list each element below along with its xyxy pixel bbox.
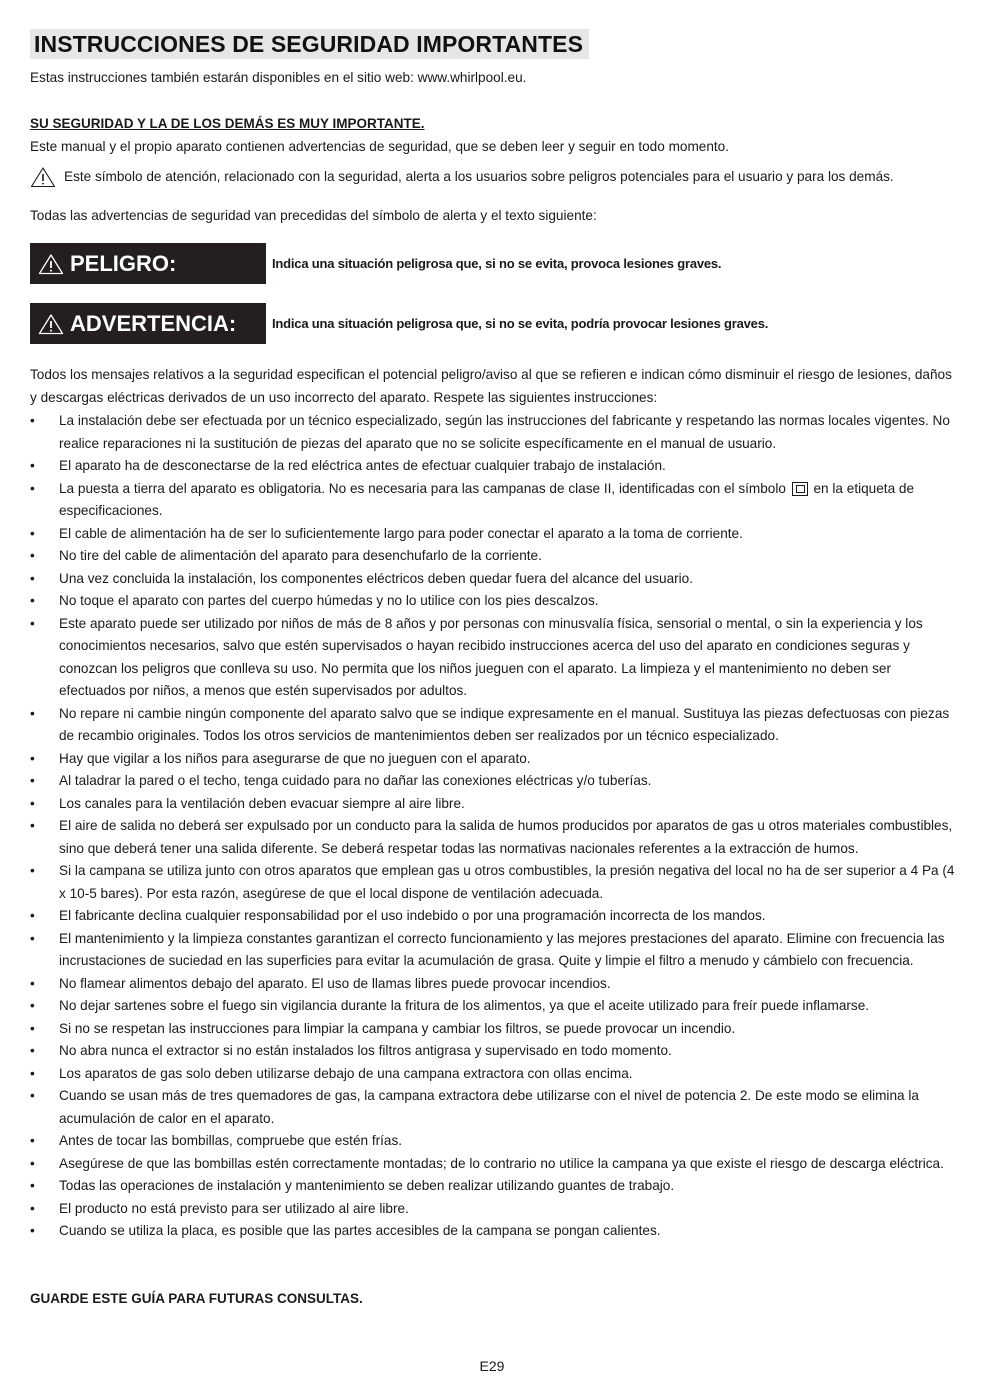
- keep-guide-text: GUARDE ESTE GUÍA PARA FUTURAS CONSULTAS.: [30, 1291, 363, 1306]
- list-item: • No toque el aparato con partes del cuerpo húmedas y no lo utilice con los pies descalzos.: [30, 590, 960, 613]
- list-item: • No abra nunca el extractor si no están instalados los filtros antigrasa y supervisado en todo momento.: [30, 1040, 960, 1063]
- list-item: • Cuando se utiliza la placa, es posible que las partes accesibles de la campana se pongan calientes.: [30, 1220, 960, 1243]
- list-item: • Todas las operaciones de instalación y mantenimiento se deben realizar utilizando guantes de trabajo.: [30, 1175, 960, 1198]
- hazard-danger-description: Indica una situación peligrosa que, si no se evita, provoca lesiones graves.: [272, 256, 722, 271]
- list-item: • El aire de salida no deberá ser expulsado por un conducto para la salida de humos producidos por aparatos de gas u otros materiales combustibles, sino que deberá tener una salida diferente. Se deberá respetar todas las normativas nacionales referentes a la extracción de humos.: [30, 815, 960, 860]
- warning-triangle-icon: [38, 313, 64, 335]
- list-item: • El cable de alimentación ha de ser lo suficientemente largo para poder conectar el aparato a la toma de corriente.: [30, 523, 960, 546]
- messages-text: Todos los mensajes relativos a la seguridad especifican el potencial peligro/aviso al que se refieren e indican cómo disminuir el riesgo de lesiones, daños y descargas eléctricas derivados de un uso incorrecto del aparato. Respete las siguientes instrucciones:: [30, 367, 952, 405]
- attention-text: Este símbolo de atención, relacionado con la seguridad, alerta a los usuarios sobre peligros potenciales para el usuario y para los demás.: [64, 169, 894, 184]
- intro-text: Estas instrucciones también estarán disponibles en el sitio web: www.whirlpool.eu.: [30, 70, 527, 85]
- list-item: • No repare ni cambie ningún componente del aparato salvo que se indique expresamente en el manual. Sustituya las piezas defectuosas con piezas de recambio originales. Todos los otros servicios de mantenimientos deben ser realizados por un técnico especializado.: [30, 703, 960, 748]
- all-warnings-text: Todas las advertencias de seguridad van precedidas del símbolo de alerta y el texto siguiente:: [30, 208, 597, 223]
- list-item-text: en la etiqueta de especificaciones.: [59, 480, 915, 518]
- safety-heading: SU SEGURIDAD Y LA DE LOS DEMÁS ES MUY IMPORTANTE.: [30, 116, 425, 131]
- list-item: • Los canales para la ventilación deben evacuar siempre al aire libre.: [30, 793, 960, 816]
- warning-triangle-icon: [38, 253, 64, 275]
- title-banner: [30, 29, 589, 59]
- hazard-warning: [30, 303, 768, 344]
- safety-rules-list: [30, 410, 960, 1243]
- list-item: • Cuando se usan más de tres quemadores de gas, la campana extractora debe utilizarse con el nivel de potencia 2. De este modo se elimina la acumulación de calor en el aparato.: [30, 1085, 960, 1130]
- manual-text: Este manual y el propio aparato contienen advertencias de seguridad, que se deben leer y seguir en todo momento.: [30, 139, 730, 154]
- list-item: • Al taladrar la pared o el techo, tenga cuidado para no dañar las conexiones eléctricas y/o tuberías.: [30, 770, 960, 793]
- attention-line: [30, 166, 894, 188]
- list-item: • Antes de tocar las bombillas, compruebe que estén frías.: [30, 1130, 960, 1153]
- hazard-warning-label-box: [30, 303, 266, 344]
- hazard-warning-label: ADVERTENCIA:: [70, 310, 237, 336]
- list-item: • Si la campana se utiliza junto con otros aparatos que emplean gas u otros combustibles, la presión negativa del local no ha de ser superior a 4 Pa (4 x 10-5 bares). Por esta razón, asegúrese de que el local dispone de ventilación adecuada.: [30, 860, 960, 905]
- class-ii-symbol-icon: [792, 482, 808, 496]
- list-item: • El producto no está previsto para ser utilizado al aire libre.: [30, 1198, 960, 1221]
- page-number: E29: [479, 1358, 505, 1374]
- warning-triangle-icon: [30, 166, 56, 188]
- list-item-text: La puesta a tierra del aparato es obligatoria. No es necesaria para las campanas de clase II, identificadas con el símbolo: [59, 480, 786, 496]
- list-item: • Si no se respetan las instrucciones para limpiar la campana y cambiar los filtros, se puede provocar un incendio.: [30, 1018, 960, 1041]
- list-item: • El mantenimiento y la limpieza constantes garantizan el correcto funcionamiento y las mejores prestaciones del aparato. Elimine con frecuencia las incrustaciones de suciedad en las superficies para evitar la acumulación de grasa. Quite y limpie el filtro a menudo y cámbielo con frecuencia.: [30, 928, 960, 973]
- hazard-danger-label-box: [30, 243, 266, 284]
- list-item: [30, 478, 960, 523]
- hazard-danger-label: PELIGRO:: [70, 250, 177, 276]
- list-item: • No flamear alimentos debajo del aparato. El uso de llamas libres puede provocar incendios.: [30, 973, 960, 996]
- list-item: • Hay que vigilar a los niños para asegurarse de que no jueguen con el aparato.: [30, 748, 960, 771]
- list-item: • Este aparato puede ser utilizado por niños de más de 8 años y por personas con minusvalía física, sensorial o mental, o sin la experiencia y los conocimientos necesarios, salvo que estén supervisados o hayan recibido instrucciones acerca del uso del aparato en condiciones seguras y conozcan los peligros que conlleva su uso. No permita que los niños jueguen con el aparato. La limpieza y el mantenimiento no deben ser efectuados por niños, a menos que estén supervisados por adultos.: [30, 613, 960, 703]
- list-item: • No tire del cable de alimentación del aparato para desenchufarlo de la corriente.: [30, 545, 960, 568]
- list-item: • El fabricante declina cualquier responsabilidad por el uso indebido o por una programación incorrecta de los mandos.: [30, 905, 960, 928]
- page-title: INSTRUCCIONES DE SEGURIDAD IMPORTANTES: [34, 30, 584, 57]
- list-item: • No dejar sartenes sobre el fuego sin vigilancia durante la fritura de los alimentos, ya que el aceite utilizado para freír puede inflamarse.: [30, 995, 960, 1018]
- list-item: • La instalación debe ser efectuada por un técnico especializado, según las instrucciones del fabricante y respetando las normas locales vigentes. No realice reparaciones ni la sustitución de piezas del aparato que no se solicite específicamente en el manual de usuario.: [30, 410, 960, 455]
- hazard-danger: [30, 243, 721, 284]
- list-item: • Los aparatos de gas solo deben utilizarse debajo de una campana extractora con ollas encima.: [30, 1063, 960, 1086]
- list-item: • Asegúrese de que las bombillas estén correctamente montadas; de lo contrario no utilice la campana ya que existe el riesgo de descarga eléctrica.: [30, 1153, 960, 1176]
- list-item: • Una vez concluida la instalación, los componentes eléctricos deben quedar fuera del alcance del usuario.: [30, 568, 960, 591]
- hazard-warning-description: Indica una situación peligrosa que, si no se evita, podría provocar lesiones graves.: [272, 316, 769, 331]
- list-item: • El aparato ha de desconectarse de la red eléctrica antes de efectuar cualquier trabajo de instalación.: [30, 455, 960, 478]
